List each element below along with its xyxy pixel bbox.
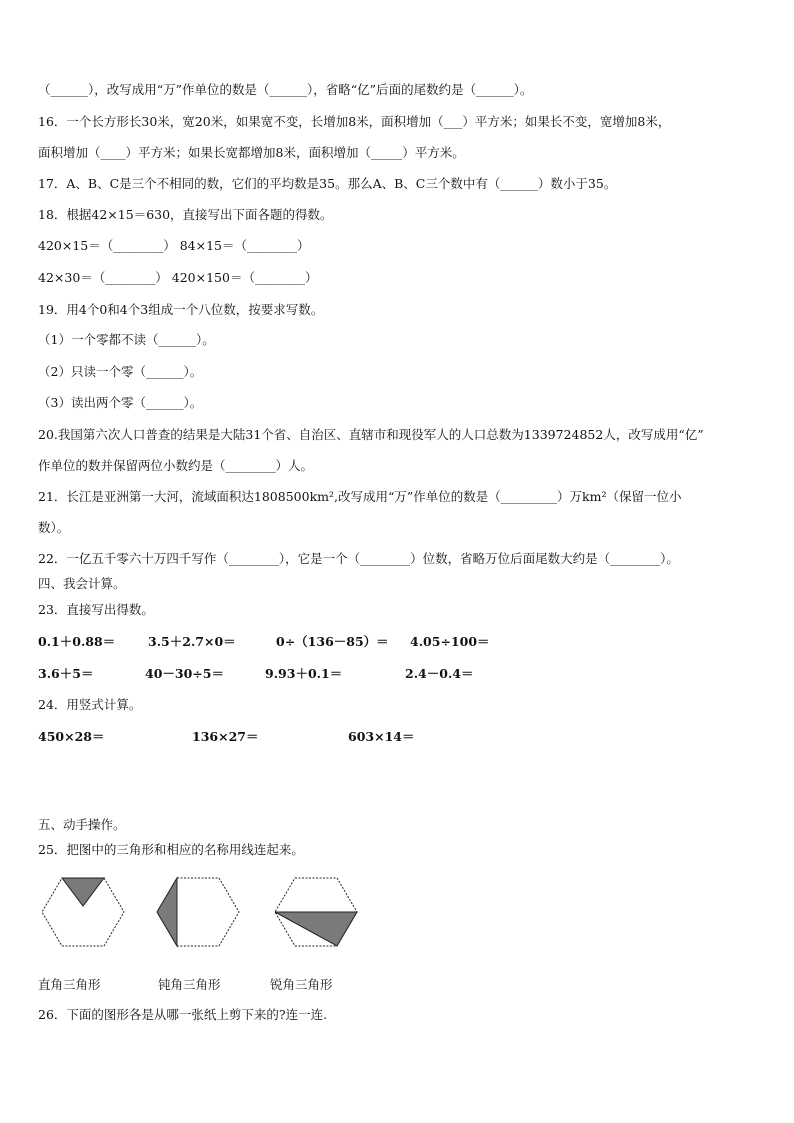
q16-line2: 面积增加（____）平方米；如果长宽都增加8米，面积增加（_____）平方米。: [38, 145, 465, 160]
q23-row2-item4: 2.4－0.4＝: [405, 666, 474, 681]
q17: 17．A、B、C是三个不相同的数，它们的平均数是35。那么A、B、C三个数中有（______）数小于35。: [38, 176, 617, 191]
q16-line1: 16．一个长方形长30米，宽20米，如果宽不变，长增加8米，面积增加（___）平方米；如果长不变，宽增加8米，: [38, 114, 671, 129]
q23-row1-item2: 3.5＋2.7×0＝: [148, 634, 236, 649]
triangle-shape-3: [275, 912, 357, 946]
q20-line2: 作单位的数并保留两位小数约是（________）人。: [38, 458, 314, 473]
q19: 19．用4个0和4个3组成一个八位数，按要求写数。: [38, 302, 324, 317]
q20-line1: 20.我国第六次人口普查的结果是大陆31个省、自治区、直辖市和现役军人的人口总数为1339724852人，改写成用“亿”: [38, 427, 704, 442]
q25: 25．把图中的三角形和相应的名称用线连起来。: [38, 842, 304, 857]
q22: 22．一亿五千零六十万四千写作（________），它是一个（________）位数，省略万位后面尾数大约是（________）。: [38, 551, 679, 566]
label-right-triangle: 直角三角形: [38, 977, 101, 992]
q21-line2: 数）。: [38, 520, 70, 535]
q24-item1: 450×28＝: [38, 729, 105, 744]
q23-row1-item3: 0÷（136－85）＝: [276, 634, 389, 649]
q18-row2: 42×30＝（________） 420×150＝（________）: [38, 270, 318, 285]
q23-row1-item4: 4.05÷100＝: [410, 634, 490, 649]
q23-row2-item3: 9.93＋0.1＝: [265, 666, 343, 681]
q26: 26．下面的图形各是从哪一张纸上剪下来的?连一连.: [38, 1007, 328, 1022]
q19-part2: （2）只读一个零（______）。: [38, 364, 203, 379]
hexagon-figure-2: [155, 872, 241, 952]
q24-item3: 603×14＝: [348, 729, 415, 744]
q18-row1: 420×15＝（________） 84×15＝（________）: [38, 238, 310, 253]
q18: 18．根据42×15＝630，直接写出下面各题的得数。: [38, 207, 333, 222]
label-acute-triangle: 锐角三角形: [270, 977, 333, 992]
q19-part3: （3）读出两个零（______）。: [38, 395, 203, 410]
q21-line1: 21．长江是亚洲第一大河，流域面积达1808500km²,改写成用“万”作单位的数是（_________）万km²（保留一位小: [38, 489, 682, 504]
q24-item2: 136×27＝: [192, 729, 259, 744]
triangle-shape-1: [62, 878, 104, 906]
triangle-shape-2: [157, 878, 177, 946]
q24: 24．用竖式计算。: [38, 697, 142, 712]
q23-row2-item2: 40－30÷5＝: [145, 666, 224, 681]
q23-row1-item1: 0.1＋0.88＝: [38, 634, 116, 649]
q23: 23．直接写出得数。: [38, 602, 154, 617]
q23-row2-item1: 3.6＋5＝: [38, 666, 94, 681]
section-5-heading: 五、动手操作。: [38, 817, 126, 832]
hexagon-figure-3: [273, 872, 359, 952]
hexagon-figure-1: [40, 872, 126, 952]
section-4-heading: 四、我会计算。: [38, 576, 126, 591]
q15-tail: （______），改写成用“万”作单位的数是（______），省略“亿”后面的尾数约是（______）。: [38, 82, 533, 97]
label-obtuse-triangle: 钝角三角形: [158, 977, 221, 992]
q19-part1: （1）一个零都不读（______）。: [38, 332, 215, 347]
